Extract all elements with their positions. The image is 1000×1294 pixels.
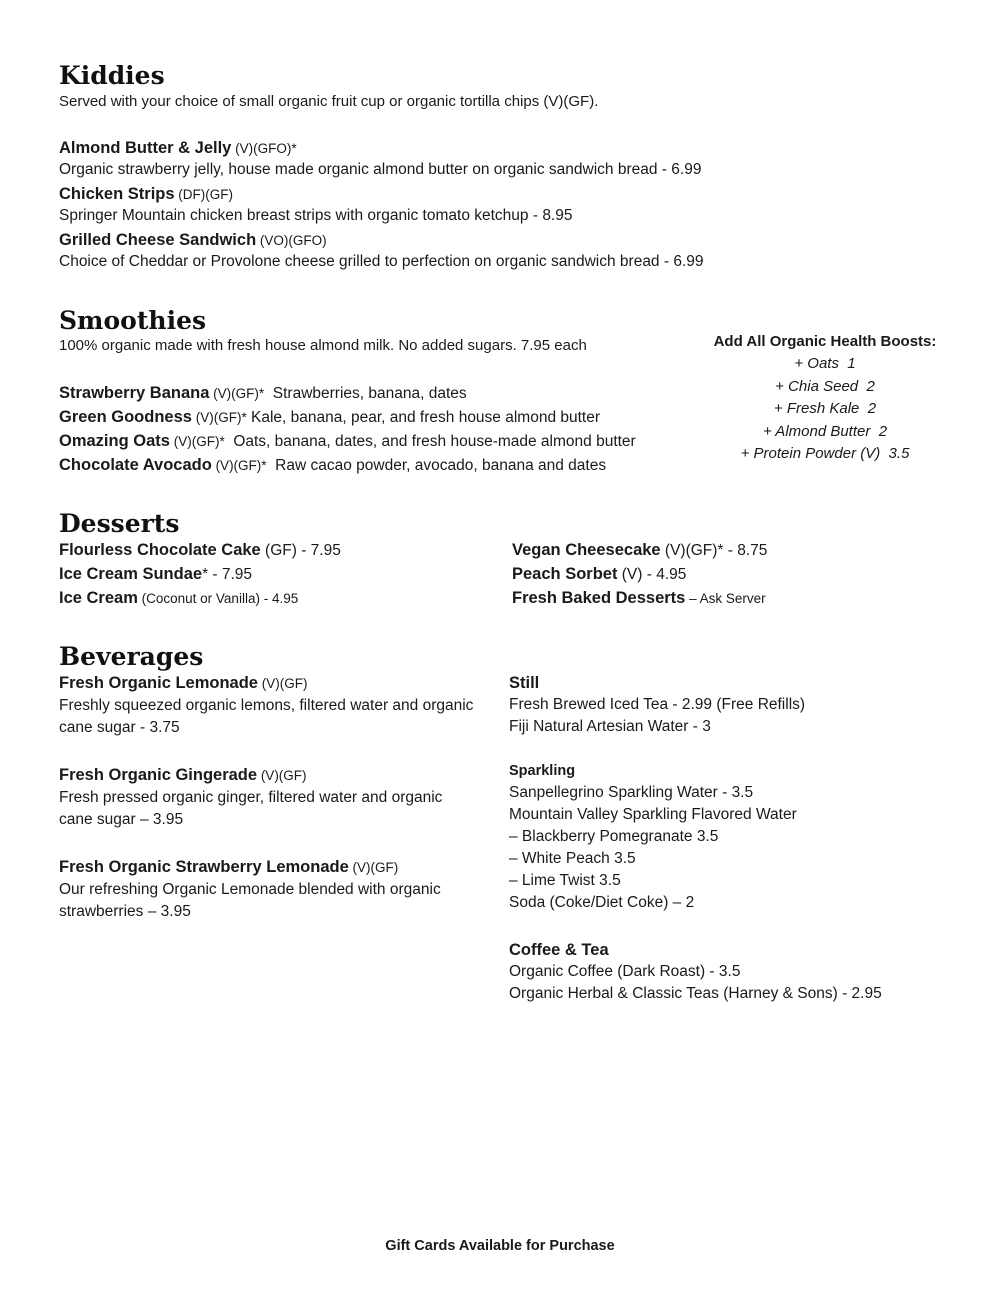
sparkling-line: Soda (Coke/Diet Coke) – 2	[509, 894, 695, 911]
smoothies-intro: 100% organic made with fresh house almond milk. No added sugars. 7.95 each	[59, 337, 587, 354]
item-name: Peach Sorbet	[512, 565, 618, 583]
beverage-item	[59, 672, 479, 739]
item-description: Freshly squeezed organic lemons, filtered water and organic cane sugar - 3.75	[59, 697, 474, 736]
item-tags: (V)(GF)	[348, 860, 399, 875]
sparkling-title: Sparkling	[509, 763, 576, 779]
item-tags: (V)(GF)*	[209, 386, 265, 401]
coffee-line: Organic Herbal & Classic Teas (Harney & Sons) - 2.95	[509, 985, 882, 1002]
item-name: Omazing Oats	[59, 432, 170, 450]
item-tags: (DF)(GF)	[174, 187, 234, 202]
item-description: Raw cacao powder, avocado, banana and dates	[266, 457, 607, 474]
item-name: Grilled Cheese Sandwich	[59, 231, 257, 249]
item-description: Fresh pressed organic ginger, filtered water and organic cane sugar – 3.95	[59, 789, 443, 828]
section-title-smoothies: Smoothies	[59, 306, 207, 335]
boost-item: + Protein Powder (V) 3.5	[740, 445, 910, 463]
item-name: Chicken Strips	[59, 185, 175, 203]
boost-item: + Fresh Kale 2	[773, 400, 877, 418]
item-price: (GF) - 7.95	[260, 542, 341, 559]
item-description: Springer Mountain chicken breast strips with organic tomato ketchup - 8.95	[59, 207, 573, 224]
dessert-item	[512, 563, 686, 586]
item-tags: (V)(GF)	[257, 676, 308, 691]
kiddies-item-desc	[59, 205, 572, 227]
still-title: Still	[509, 674, 540, 692]
still-line: Fiji Natural Artesian Water - 3	[509, 718, 711, 735]
boost-item: + Oats 1	[794, 355, 856, 373]
coffee-tea	[509, 939, 949, 1005]
smoothie-item	[59, 454, 606, 477]
sparkling-line: – White Peach 3.5	[509, 850, 636, 867]
coffee-line: Organic Coffee (Dark Roast) - 3.5	[509, 963, 741, 980]
item-name: Flourless Chocolate Cake	[59, 541, 261, 559]
item-price: * - 7.95	[202, 566, 253, 583]
still-line: Fresh Brewed Iced Tea - 2.99 (Free Refills)	[509, 696, 806, 713]
smoothie-item	[59, 382, 467, 405]
kiddies-item-desc	[59, 159, 701, 181]
item-description: Kale, banana, pear, and fresh house almond butter	[246, 409, 601, 426]
item-name: Chocolate Avocado	[59, 456, 212, 474]
boost-item: + Almond Butter 2	[762, 422, 888, 440]
item-description: Organic strawberry jelly, house made organic almond butter on organic sandwich bread - 6.99	[59, 161, 702, 178]
sparkling-line: Sanpellegrino Sparkling Water - 3.5	[509, 784, 754, 801]
item-name: Fresh Organic Gingerade	[59, 766, 258, 784]
item-description: Choice of Cheddar or Provolone cheese grilled to perfection on organic sandwich bread - 6.99	[59, 253, 704, 270]
sparkling-line: – Blackberry Pomegranate 3.5	[509, 828, 719, 845]
still-beverages	[509, 672, 949, 738]
item-price: – Ask Server	[685, 591, 766, 606]
section-title-kiddies: Kiddies	[59, 61, 165, 90]
item-price: (V)(GF)* - 8.75	[660, 542, 768, 559]
coffee-title: Coffee & Tea	[509, 941, 609, 959]
item-tags: (V)(GF)*	[211, 458, 267, 473]
sparkling-beverages	[509, 760, 949, 914]
item-price: (Coconut or Vanilla) - 4.95	[137, 591, 299, 606]
item-name: Ice Cream Sundae	[59, 565, 203, 583]
item-tags: (V)(GFO)*	[231, 141, 297, 156]
gift-cards-footer: Gift Cards Available for Purchase	[385, 1238, 615, 1254]
health-boosts-box	[700, 331, 950, 465]
kiddies-item-name-line	[59, 137, 297, 160]
section-title-desserts: Desserts	[59, 509, 180, 538]
section-title-beverages: Beverages	[59, 642, 204, 671]
item-name: Fresh Organic Lemonade	[59, 674, 258, 692]
dessert-item	[512, 539, 767, 562]
dessert-item	[59, 539, 341, 562]
item-name: Fresh Organic Strawberry Lemonade	[59, 858, 349, 876]
item-name: Ice Cream	[59, 589, 138, 607]
item-tags: (V)(GF)	[257, 768, 307, 783]
sparkling-line: Mountain Valley Sparkling Flavored Water	[509, 806, 797, 823]
item-price: (V) - 4.95	[617, 566, 687, 583]
item-tags: (V)(GF)*	[169, 434, 225, 449]
item-name: Vegan Cheesecake	[512, 541, 661, 559]
kiddies-item-name-line	[59, 229, 327, 252]
dessert-item	[59, 587, 298, 610]
smoothie-item	[59, 406, 600, 429]
dessert-item	[512, 587, 766, 610]
smoothie-item	[59, 430, 636, 453]
item-description: Oats, banana, dates, and fresh house-made almond butter	[224, 433, 636, 450]
boosts-title: Add All Organic Health Boosts:	[713, 333, 937, 350]
item-name: Almond Butter & Jelly	[59, 139, 232, 157]
sparkling-line: – Lime Twist 3.5	[509, 872, 621, 889]
item-tags: (VO)(GFO)	[256, 233, 327, 248]
kiddies-item-name-line	[59, 183, 233, 206]
item-name: Green Goodness	[59, 408, 192, 426]
kiddies-item-desc	[59, 251, 704, 273]
kiddies-intro: Served with your choice of small organic fruit cup or organic tortilla chips (V)(GF).	[59, 93, 599, 110]
item-description: Strawberries, banana, dates	[264, 385, 467, 402]
item-tags: (V)(GF)*	[191, 410, 247, 425]
beverage-item	[59, 856, 479, 923]
item-name: Strawberry Banana	[59, 384, 210, 402]
item-name: Fresh Baked Desserts	[512, 589, 686, 607]
boost-item: + Chia Seed 2	[775, 377, 875, 395]
item-description: Our refreshing Organic Lemonade blended with organic strawberries – 3.95	[59, 881, 441, 920]
beverage-item	[59, 764, 479, 831]
dessert-item	[59, 563, 252, 586]
